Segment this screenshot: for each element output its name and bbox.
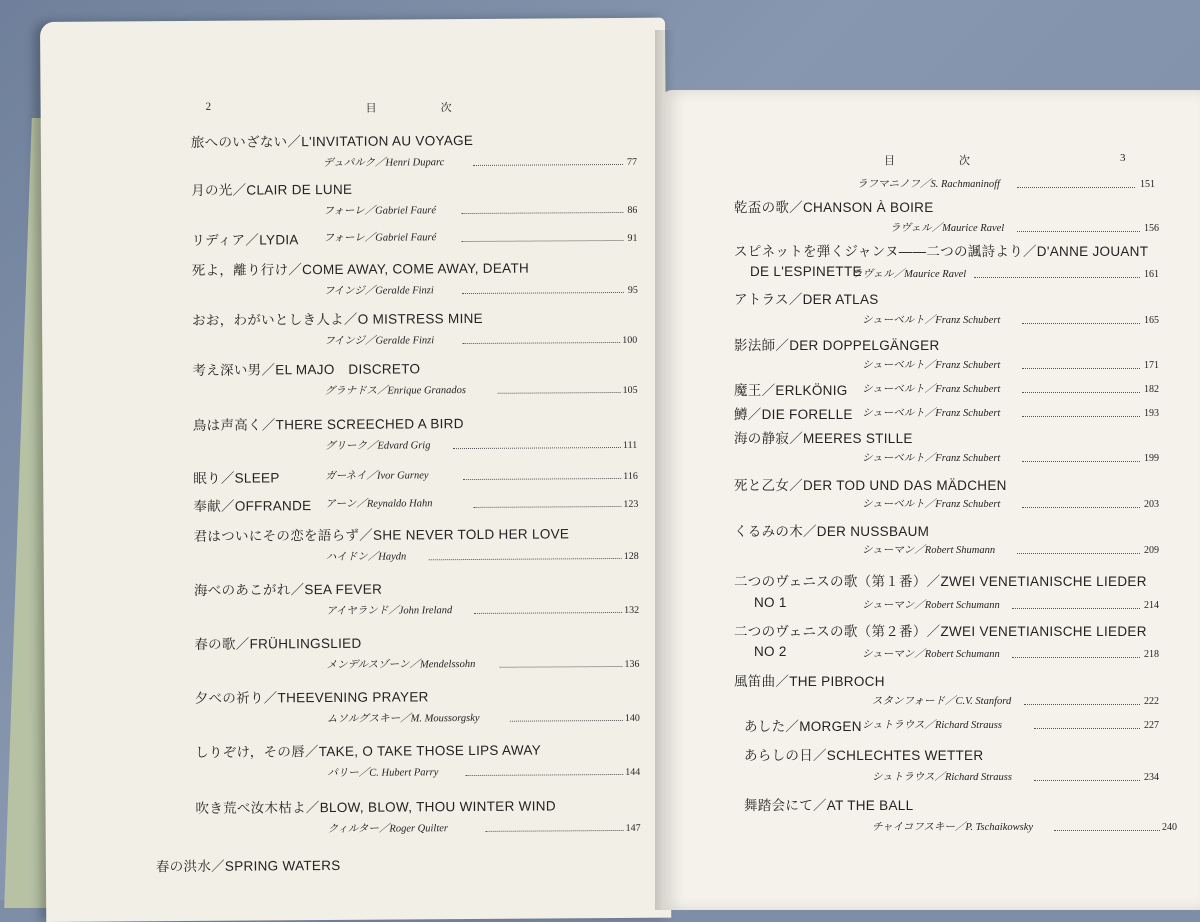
toc-composer: シューマン／Robert Shumann	[862, 545, 996, 556]
toc-composer: アイヤランド／John Ireland	[326, 605, 453, 618]
toc-title: 春の洪水／SPRING WATERS	[155, 857, 341, 875]
left-page	[40, 18, 671, 922]
toc-page-number: 234	[1144, 772, 1159, 783]
toc-composer: シューベルト／Franz Schubert	[862, 408, 1001, 419]
page-number: 3	[1120, 152, 1128, 164]
toc-page-number: 132	[624, 604, 640, 616]
toc-title: 眠り／SLEEP	[193, 470, 280, 486]
toc-composer: ラヴェル／Maurice Ravel	[852, 269, 967, 280]
toc-page-number: 91	[627, 232, 638, 244]
toc-page-number: 199	[1144, 453, 1159, 464]
toc-title: 風笛曲／THE PIBROCH	[734, 674, 885, 689]
dot-leader	[474, 612, 622, 614]
toc-title: 考え深い男／EL MAJO DISCRETO	[192, 361, 421, 378]
toc-composer: フォーレ／Gabriel Fauré	[323, 205, 437, 218]
toc-title: くるみの木／DER NUSSBAUM	[734, 524, 930, 539]
toc-composer: フインジ／Geralde Finzi	[324, 335, 435, 348]
dot-leader	[1034, 728, 1140, 729]
toc-page-number: 171	[1144, 360, 1159, 371]
toc-page-number: 214	[1144, 600, 1159, 611]
toc-page-number: 144	[625, 766, 641, 778]
toc-title: 二つのヴェニスの歌（第１番）／ZWEI VENETIANISCHE LIEDER	[734, 574, 1147, 589]
toc-title: スピネットを弾くジャンヌ――二つの諷詩より／D'ANNE JOUANT	[734, 244, 1149, 259]
toc-composer: グリーク／Edvard Grig	[324, 440, 431, 453]
toc-title: アトラス／DER ATLAS	[734, 292, 879, 307]
dot-leader	[974, 277, 1140, 278]
dot-leader	[1017, 553, 1140, 554]
toc-page-number: 240	[1162, 822, 1177, 833]
dot-leader	[500, 666, 623, 668]
dot-leader	[1022, 461, 1140, 462]
toc-page-number: 156	[1144, 223, 1159, 234]
toc-page-number: 227	[1144, 720, 1159, 731]
toc-composer: シューベルト／Franz Schubert	[862, 315, 1001, 326]
toc-title: 旅へのいざない／L'INVITATION AU VOYAGE	[190, 132, 474, 150]
dot-leader	[463, 478, 621, 480]
dot-leader	[453, 447, 621, 449]
dot-leader	[462, 240, 624, 242]
toc-title: 舞踏会にて／AT THE BALL	[744, 798, 914, 813]
toc-page-number: 140	[624, 712, 640, 724]
toc-title: 春の歌／FRÜHLINGSLIED	[194, 635, 362, 652]
toc-title: あした／MORGEN	[744, 719, 862, 734]
toc-title: あらしの日／SCHLECHTES WETTER	[744, 748, 984, 763]
toc-page-number: 95	[627, 284, 638, 296]
toc-title: NO 1	[754, 595, 787, 610]
toc-composer: ハイドン／Haydn	[325, 551, 407, 564]
dot-leader	[473, 506, 621, 508]
toc-page-number: 165	[1144, 315, 1159, 326]
toc-title: 君はついにその恋を語らず／SHE NEVER TOLD HER LOVE	[193, 526, 570, 544]
toc-page-number: 193	[1144, 408, 1159, 419]
toc-page-number: 136	[624, 658, 640, 670]
toc-title: リディア／LYDIA	[191, 232, 299, 248]
toc-composer: クィルター／Roger Quilter	[327, 823, 449, 836]
toc-title: 夕べの祈り／THEEVENING PRAYER	[194, 689, 429, 706]
dot-leader	[1017, 187, 1135, 188]
toc-page-number: 209	[1144, 545, 1159, 556]
page-heading: 目 次	[365, 102, 466, 115]
toc-page-number: 116	[623, 470, 638, 482]
dot-leader	[1054, 830, 1160, 831]
toc-title: 月の光／CLAIR DE LUNE	[191, 181, 353, 198]
dot-leader	[1022, 392, 1140, 393]
toc-title: 奉献／OFFRANDE	[193, 498, 312, 514]
toc-title: 二つのヴェニスの歌（第２番）／ZWEI VENETIANISCHE LIEDER	[734, 624, 1147, 639]
toc-composer: ムソルグスキー／M. Moussorgsky	[326, 712, 480, 726]
toc-composer: シューマン／Robert Schumann	[862, 600, 1000, 611]
toc-title: おお，わがいとしき人よ／O MISTRESS MINE	[192, 310, 484, 328]
dot-leader	[498, 392, 621, 394]
toc-page-number: 86	[627, 204, 638, 216]
dot-leader	[1012, 657, 1140, 658]
dot-leader	[473, 164, 623, 166]
toc-title: 海の静寂／MEERES STILLE	[734, 431, 913, 446]
toc-title: 死よ，離り行け／COME AWAY, COME AWAY, DEATH	[191, 260, 530, 278]
toc-composer: スタンフォード／C.V. Stanford	[872, 696, 1012, 707]
dot-leader	[1012, 608, 1140, 609]
toc-composer: パリー／C. Hubert Parry	[327, 767, 439, 780]
toc-composer: ガーネイ／Ivor Gurney	[325, 470, 429, 483]
toc-composer: ラヴェル／Maurice Ravel	[890, 223, 1005, 234]
dot-leader	[1022, 416, 1140, 417]
dot-leader	[461, 212, 623, 214]
toc-composer: ラフマニノフ／S. Rachmaninoff	[857, 179, 1000, 190]
toc-composer: グラナドス／Enrique Granados	[324, 385, 466, 398]
toc-title: 吹き荒べ汝木枯よ／BLOW, BLOW, THOU WINTER WIND	[195, 798, 556, 816]
dot-leader	[465, 774, 623, 776]
dot-leader	[1034, 780, 1140, 781]
toc-composer: シューベルト／Franz Schubert	[862, 499, 1001, 510]
toc-composer: シュトラウス／Richard Strauss	[872, 772, 1012, 783]
toc-title: DE L'ESPINETTE	[750, 264, 862, 279]
toc-page-number: 128	[623, 550, 639, 562]
dot-leader	[1022, 507, 1140, 508]
right-page	[662, 90, 1200, 910]
dot-leader	[486, 830, 624, 832]
dot-leader	[462, 292, 624, 294]
toc-title: NO 2	[754, 644, 787, 659]
dot-leader	[1017, 231, 1140, 232]
toc-composer: チャイコフスキー／P. Tschaikowsky	[872, 822, 1034, 833]
toc-title: しりぞけ，その唇／TAKE, O TAKE THOSE LIPS AWAY	[195, 742, 542, 760]
toc-page-number: 182	[1144, 384, 1159, 395]
toc-page-number: 161	[1144, 269, 1159, 280]
toc-title: 海べのあこがれ／SEA FEVER	[193, 581, 383, 598]
toc-composer: アーン／Reynaldo Hahn	[325, 498, 433, 511]
toc-page-number: 151	[1140, 179, 1155, 190]
toc-page-number: 147	[625, 822, 641, 834]
toc-page-number: 218	[1144, 649, 1159, 660]
toc-composer: シューマン／Robert Schumann	[862, 649, 1000, 660]
dot-leader	[510, 720, 623, 722]
toc-title: 魔王／ERLKÖNIG	[734, 383, 848, 398]
toc-title: 死と乙女／DER TOD UND DAS MÄDCHEN	[734, 478, 1007, 493]
dot-leader	[1022, 323, 1140, 324]
toc-page-number: 77	[626, 156, 638, 168]
toc-composer: シュトラウス／Richard Strauss	[862, 720, 1002, 731]
toc-composer: フォーレ／Gabriel Fauré	[323, 232, 437, 245]
toc-page-number: 123	[623, 498, 639, 510]
toc-title: 影法師／DER DOPPELGÄNGER	[734, 338, 940, 353]
page-number: 2	[205, 100, 214, 113]
toc-composer: シューベルト／Franz Schubert	[862, 453, 1001, 464]
toc-title: 乾盃の歌／CHANSON À BOIRE	[734, 200, 934, 215]
page-heading: 目 次	[884, 155, 984, 167]
toc-composer: メンデルスゾーン／Mendelssohn	[326, 658, 476, 672]
toc-page-number: 222	[1144, 696, 1159, 707]
dot-leader	[1022, 368, 1140, 369]
toc-composer: シューベルト／Franz Schubert	[862, 360, 1001, 371]
toc-page-number: 111	[622, 439, 638, 451]
dot-leader	[462, 342, 620, 344]
dot-leader	[1024, 704, 1140, 705]
toc-composer: デュパルク／Henri Duparc	[322, 157, 445, 170]
toc-composer: フインジ／Geralde Finzi	[323, 285, 434, 298]
dot-leader	[429, 558, 622, 560]
toc-page-number: 100	[622, 334, 638, 346]
toc-title: 鳥は声高く／THERE SCREECHED A BIRD	[192, 416, 464, 433]
toc-title: 鱒／DIE FORELLE	[734, 407, 853, 422]
toc-page-number: 105	[622, 384, 638, 396]
toc-page-number: 203	[1144, 499, 1159, 510]
toc-composer: シューベルト／Franz Schubert	[862, 384, 1001, 395]
